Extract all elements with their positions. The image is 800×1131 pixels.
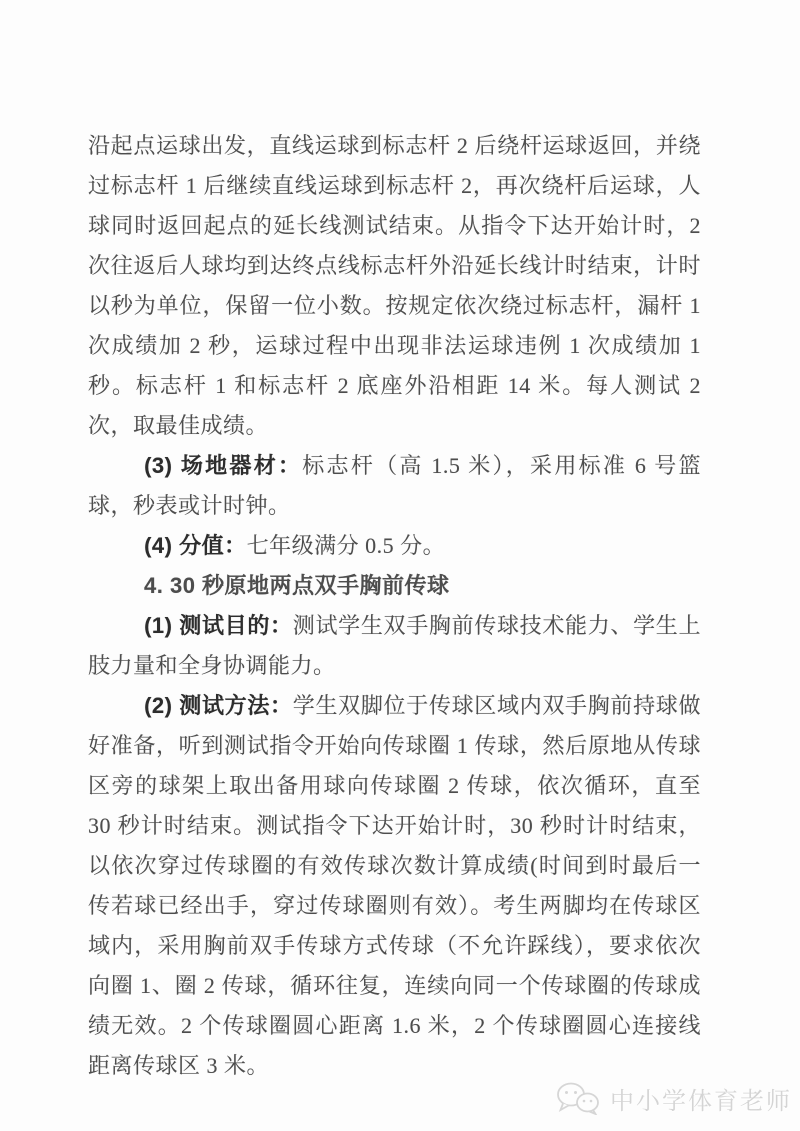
test-method-label: (2) 测试方法： [144, 693, 293, 718]
paragraph-test-method [88, 686, 701, 1086]
watermark [555, 1080, 792, 1116]
paragraph-dribble-method-continuation: 沿起点运球出发，直线运球到标志杆 2 后绕杆运球返回，并绕过标志杆 1 后继续直线运球到标志杆 2，再次绕杆后运球，人球同时返回起点的延长线测试结束。从指令下达开始计时，2 次往返后人球均到达终点线标志杆外沿延长线计时结束，计时以秒为单位，保留一位小数。按规定依次绕过标志杆，漏杆 1 次成绩加 2 秒，运球过程中出现非法运球违例 1 次成绩加 1 秒。标志杆 1 和标志杆 2 底座外沿相距 14 米。每人测试 2 次，取最佳成绩。 [88, 133, 701, 438]
score-value-label: (4) 分值： [144, 533, 247, 558]
venue-equipment-text: 标志杆（高 1.5 米），采用标准 6 号篮球，秒表或计时钟。 [88, 453, 701, 518]
section-heading-chest-pass: 4. 30 秒原地两点双手胸前传球 [144, 573, 450, 598]
venue-equipment-label: (3) 场地器材： [144, 453, 303, 478]
paragraph-venue-equipment [88, 446, 701, 526]
test-purpose-label: (1) 测试目的： [144, 613, 293, 638]
document-text-column [88, 126, 701, 1086]
score-value-text: 七年级满分 0.5 分。 [246, 533, 446, 558]
test-method-text: 学生双脚位于传球区域内双手胸前持球做好准备，听到测试指令开始向传球圈 1 传球，然后原地从传球区旁的球架上取出备用球向传球圈 2 传球，依次循环，直至 30 秒计时结束。测试指令下达开始计时，30 秒时计时结束，以依次穿过传球圈的有效传球次数计算成绩(时间到时最后一传若球已经出手，穿过传球圈则有效）。考生两脚均在传球区域内，采用胸前双手传球方式传球（不允许踩线），要求依次向圈 1、圈 2 传球，循环往复，连续向同一个传球圈的传球成绩无效。2 个传球圈圆心距离 1.6 米，2 个传球圈圆心连接线距离传球区 3 米。 [88, 693, 701, 1078]
paragraph-test-purpose [88, 606, 701, 686]
wechat-bubbles-icon [555, 1081, 601, 1115]
watermark-text: 中小学体育老师 [610, 1087, 792, 1115]
paragraph-score-value [88, 526, 701, 566]
test-purpose-text: 测试学生双手胸前传球技术能力、学生上肢力量和全身协调能力。 [88, 613, 701, 678]
